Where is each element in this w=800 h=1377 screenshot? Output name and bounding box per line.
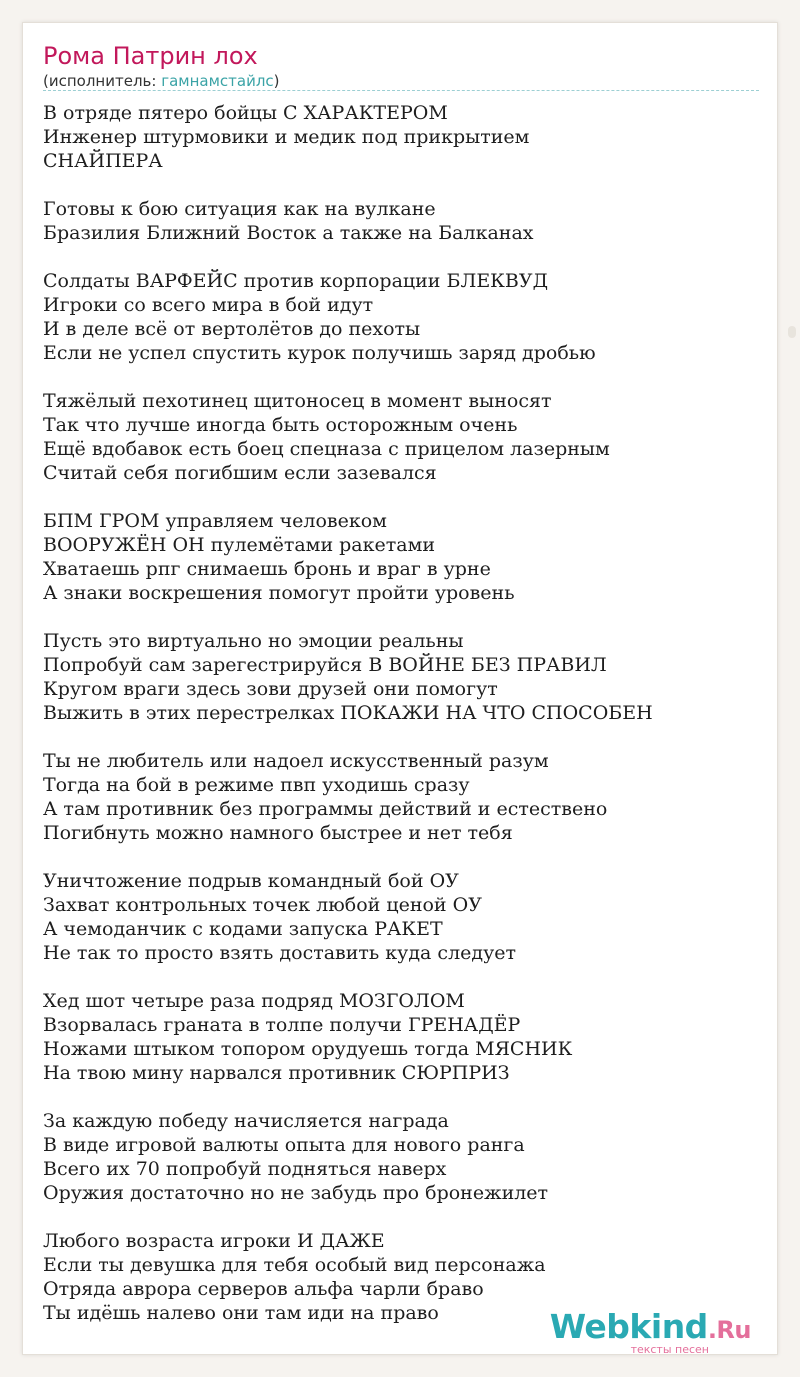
lyrics-line: А знаки воскрешения помогут пройти уровень: [43, 582, 515, 604]
lyrics-line: Оружия достаточно но не забудь про бронежилет: [43, 1182, 549, 1204]
lyrics-line: А чемоданчик с кодами запуска РАКЕТ: [43, 918, 443, 940]
artist-prefix: (исполнитель:: [43, 72, 162, 90]
lyrics-line: Отряда аврора серверов альфа чарли браво: [43, 1278, 484, 1300]
lyrics-line: Инженер штурмовики и медик под прикрытием: [43, 126, 530, 148]
lyrics-line: ВООРУЖЁН ОН пулемётами ракетами: [43, 534, 436, 556]
lyrics-stanza: [43, 629, 763, 725]
lyrics-line: Ты идёшь налево они там иди на право: [43, 1302, 439, 1324]
artist-suffix: ): [273, 72, 280, 90]
lyrics-line: Тяжёлый пехотинец щитоносец в момент выносят: [43, 390, 552, 412]
lyrics-line: Любого возраста игроки И ДАЖЕ: [43, 1230, 385, 1252]
lyrics-line: Хед шот четыре раза подряд МОЗГОЛОМ: [43, 990, 465, 1012]
lyrics-line: Кругом враги здесь зови друзей они помогут: [43, 678, 498, 700]
lyrics-line: Захват контрольных точек любой ценой ОУ: [43, 894, 482, 916]
lyrics-line: Взорвалась граната в толпе получи ГРЕНАДЁР: [43, 1014, 521, 1036]
lyrics-stanza: [43, 749, 763, 845]
lyrics-stanza: [43, 197, 763, 245]
lyrics-line: И в деле всё от вертолётов до пехоты: [43, 318, 421, 340]
lyrics-line: Выжить в этих перестрелках ПОКАЖИ НА ЧТО СПОСОБЕН: [43, 702, 653, 724]
lyrics-stanza: [43, 101, 763, 173]
lyrics-line: Тогда на бой в режиме пвп уходишь сразу: [43, 774, 470, 796]
lyrics-line: Попробуй сам зарегестрируйся В ВОЙНЕ БЕЗ ПРАВИЛ: [43, 654, 607, 676]
lyrics-line: Уничтожение подрыв командный бой ОУ: [43, 870, 459, 892]
lyrics-line: Всего их 70 попробуй подняться наверх: [43, 1158, 447, 1180]
artist-link[interactable]: гамнамстайлс: [161, 72, 274, 90]
lyrics-line: Погибнуть можно намного быстрее и нет тебя: [43, 822, 513, 844]
lyrics-line: Если не успел спустить курок получишь заряд дробью: [43, 342, 596, 364]
lyrics-stanza: [43, 509, 763, 605]
logo-webkind-text: Webkind: [549, 1307, 708, 1346]
lyrics-stanza: [43, 269, 763, 365]
lyrics-line: Бразилия Ближний Восток а также на Балканах: [43, 222, 534, 244]
logo-wordmark: [550, 1307, 751, 1346]
lyrics-stanza: [43, 1109, 763, 1205]
song-title: Рома Патрин лох: [43, 42, 258, 70]
lyrics-stanza: [43, 989, 763, 1085]
artist-line: [43, 72, 280, 90]
lyrics-card: [22, 22, 778, 1355]
lyrics-stanza: [43, 869, 763, 965]
lyrics-line: В виде игровой валюты опыта для нового ранга: [43, 1134, 525, 1156]
lyrics-line: Не так то просто взять доставить куда следует: [43, 942, 517, 964]
logo-ru-text: .Ru: [707, 1316, 751, 1344]
lyrics-line: Пусть это виртуально но эмоции реальны: [43, 630, 464, 652]
lyrics-line: Так что лучше иногда быть осторожным очень: [43, 414, 518, 436]
lyrics-line: Солдаты ВАРФЕЙС против корпорации БЛЕКВУД: [43, 270, 549, 292]
title-divider: [43, 90, 759, 91]
lyrics-line: Игроки со всего мира в бой идут: [43, 294, 374, 316]
lyrics-line: На твою мину нарвался противник СЮРПРИЗ: [43, 1062, 510, 1084]
lyrics-line: Если ты девушка для тебя особый вид персонажа: [43, 1254, 546, 1276]
lyrics-line: Готовы к бою ситуация как на вулкане: [43, 198, 436, 220]
lyrics-line: Считай себя погибшим если зазевался: [43, 462, 437, 484]
lyrics-line: Ещё вдобавок есть боец спецназа с прицелом лазерным: [43, 438, 610, 460]
scroll-mark: [788, 326, 796, 338]
lyrics-line: СНАЙПЕРА: [43, 150, 163, 172]
lyrics-line: За каждую победу начисляется награда: [43, 1110, 449, 1132]
lyrics-stanza: [43, 389, 763, 485]
lyrics-line: БПМ ГРОМ управляем человеком: [43, 510, 387, 532]
lyrics-line: А там противник без программы действий и естественo: [43, 798, 608, 820]
logo-subtitle: тексты песен: [630, 1343, 709, 1356]
lyrics-line: Ты не любитель или надоел искусственный разум: [43, 750, 549, 772]
lyrics-line: Хватаешь рпг снимаешь бронь и враг в урне: [43, 558, 491, 580]
lyrics-line: Ножами штыком топором орудуешь тогда МЯСНИК: [43, 1038, 573, 1060]
lyrics-body: [43, 101, 763, 1349]
lyrics-line: В отряде пятеро бойцы С ХАРАКТЕРОМ: [43, 102, 448, 124]
site-logo[interactable]: [550, 1309, 751, 1355]
